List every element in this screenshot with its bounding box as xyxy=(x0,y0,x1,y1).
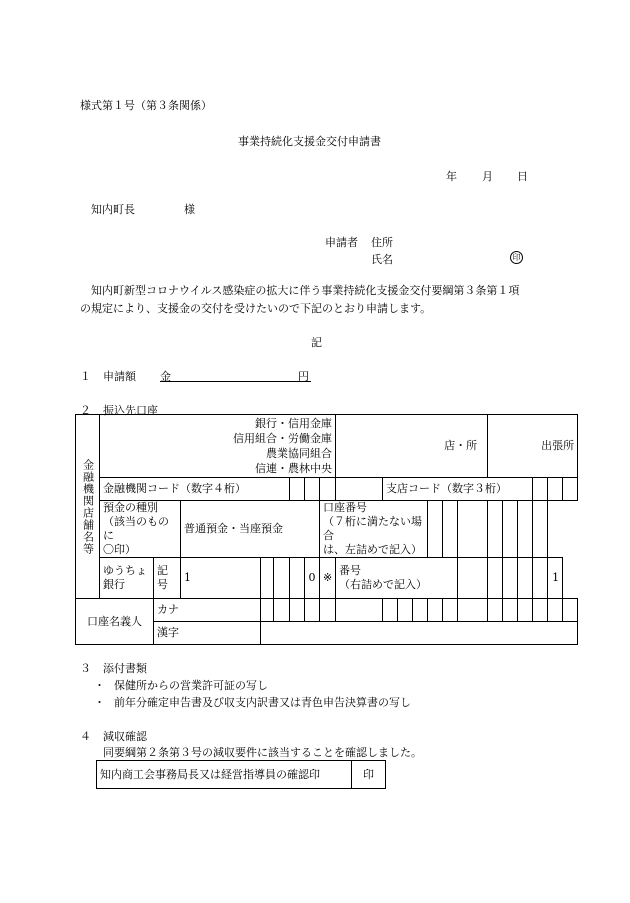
kana-cell[interactable] xyxy=(383,599,398,622)
kana-cell[interactable] xyxy=(548,599,563,622)
bango-last[interactable]: 1 xyxy=(548,558,563,599)
kanji-label: 漢字 xyxy=(154,622,261,645)
bango-digit[interactable] xyxy=(503,558,518,599)
confirm-seal-cell[interactable]: 印 xyxy=(352,761,386,789)
amount-field[interactable] xyxy=(160,381,311,382)
kana-cell[interactable] xyxy=(274,599,290,622)
branch-label: 店・所 xyxy=(444,439,478,452)
kana-cell[interactable] xyxy=(563,599,578,622)
bango-digit[interactable] xyxy=(458,558,488,599)
bullet: ・ xyxy=(94,696,105,709)
kana-cell[interactable] xyxy=(428,599,443,622)
bango-label: 番号 （右詰めで記入） xyxy=(336,558,458,599)
bank-type-1: 銀行・信用金庫 xyxy=(255,417,332,430)
kigo-digit[interactable] xyxy=(274,558,290,599)
kanji-field[interactable] xyxy=(261,622,578,645)
account-digit[interactable] xyxy=(488,501,503,558)
body-text-line1: 知内町新型コロナウイルス感染症の拡大に伴う事業持続化支援金交付要綱第３条第１項 xyxy=(91,284,520,297)
name-label: 氏名 xyxy=(371,253,393,266)
date-year: 年 xyxy=(446,170,457,183)
confirm-label: 知内商工会事務局長又は経営指導員の確認印 xyxy=(97,761,352,789)
bank-type-3: 農業協同組合 xyxy=(266,447,332,460)
bango-digit[interactable] xyxy=(533,558,548,599)
amount-prefix: 金 xyxy=(160,370,171,383)
section2-num: ２ xyxy=(80,404,91,417)
account-digit[interactable] xyxy=(443,501,458,558)
bank-type-2: 信用組合・労働金庫 xyxy=(233,432,332,445)
kana-cell[interactable] xyxy=(336,599,383,622)
kana-cell[interactable] xyxy=(488,599,503,622)
seal-icon: 印 xyxy=(510,251,523,264)
account-digit[interactable] xyxy=(503,501,518,558)
bank-code-digit[interactable] xyxy=(320,478,336,501)
account-digit[interactable] xyxy=(518,501,533,558)
kana-cell[interactable] xyxy=(261,599,274,622)
date-day: 日 xyxy=(517,170,528,183)
bank-name-label: 金融機関店舗名等 xyxy=(76,415,100,599)
kana-label: カナ xyxy=(154,599,261,622)
applicant-label: 申請者 xyxy=(325,236,358,249)
branch-code-digit[interactable] xyxy=(533,478,548,501)
kigo-label: 記号 xyxy=(154,558,181,599)
branch-code-digit[interactable] xyxy=(563,478,578,501)
section4-num: ４ xyxy=(80,730,91,743)
bank-type-4: 信連・農林中央 xyxy=(255,462,332,475)
section1-num: １ xyxy=(80,370,91,383)
ki-label: 記 xyxy=(311,336,322,349)
bank-code-digit[interactable] xyxy=(336,478,383,501)
kigo-mark: ※ xyxy=(320,558,336,599)
sub-branch-label: 出張所 xyxy=(541,439,575,452)
bank-code-label: 金融機関コード（数字４桁） xyxy=(100,478,290,501)
kana-cell[interactable] xyxy=(290,599,305,622)
account-digit[interactable] xyxy=(428,501,443,558)
deposit-type-options[interactable]: 普通預金・当座預金 xyxy=(181,501,320,558)
kana-cell[interactable] xyxy=(398,599,413,622)
section3-label: 添付書類 xyxy=(103,662,147,675)
kana-cell[interactable] xyxy=(503,599,518,622)
kana-cell[interactable] xyxy=(458,599,488,622)
section4-label: 減収確認 xyxy=(103,730,147,743)
bank-code-digit[interactable] xyxy=(305,478,320,501)
attachment-item-2: 前年分確定申告書及び収支内訳書又は青色申告決算書の写し xyxy=(114,696,411,709)
date-month: 月 xyxy=(482,170,493,183)
branch-code-label: 支店コード（数字３桁） xyxy=(383,478,533,501)
account-number-label: 口座番号 （７桁に満たない場合 は、左詰めで記入） xyxy=(320,501,428,558)
page-title: 事業持続化支援金交付申請書 xyxy=(238,135,381,148)
kana-cell[interactable] xyxy=(413,599,428,622)
body-text-line2: の規定により、支援金の交付を受けたいので下記のとおり申請します。 xyxy=(80,302,432,315)
account-digit[interactable] xyxy=(533,501,548,558)
branch-code-digit[interactable] xyxy=(548,478,563,501)
kana-cell[interactable] xyxy=(518,599,533,622)
sub-branch-cell[interactable] xyxy=(488,415,578,478)
bango-digit[interactable] xyxy=(488,558,503,599)
bank-code-digit[interactable] xyxy=(290,478,305,501)
holder-label: 口座名義人 xyxy=(76,599,154,645)
section3-num: ３ xyxy=(80,662,91,675)
address-label: 住所 xyxy=(371,236,393,249)
addressee-honorific: 様 xyxy=(184,203,195,216)
kigo-digit[interactable] xyxy=(290,558,305,599)
bank-account-table xyxy=(75,414,578,645)
confirm-table xyxy=(96,760,386,789)
account-digit[interactable] xyxy=(458,501,488,558)
kana-cell[interactable] xyxy=(320,599,336,622)
deposit-type-label: 預金の種別 （該当のものに 〇印） xyxy=(100,501,181,558)
yucho-label: ゆうちょ 銀行 xyxy=(100,558,154,599)
bank-types[interactable] xyxy=(100,415,336,478)
kana-cell[interactable] xyxy=(443,599,458,622)
kana-cell[interactable] xyxy=(533,599,548,622)
kana-cell[interactable] xyxy=(305,599,320,622)
section4-text: 同要綱第２条第３号の減収要件に該当することを確認しました。 xyxy=(103,746,422,759)
kigo-first[interactable]: 1 xyxy=(181,558,261,599)
amount-suffix: 円 xyxy=(298,370,309,383)
section2-label: 振込先口座 xyxy=(103,404,158,417)
addressee-name: 知内町長 xyxy=(91,203,135,216)
branch-cell[interactable] xyxy=(336,415,488,478)
kigo-digit[interactable] xyxy=(261,558,274,599)
bullet: ・ xyxy=(94,679,105,692)
bango-digit[interactable] xyxy=(518,558,533,599)
kigo-zero[interactable]: 0 xyxy=(305,558,320,599)
attachment-item-1: 保健所からの営業許可証の写し xyxy=(114,679,268,692)
section1-label: 申請額 xyxy=(103,370,136,383)
form-number: 様式第１号（第３条関係） xyxy=(80,99,212,112)
